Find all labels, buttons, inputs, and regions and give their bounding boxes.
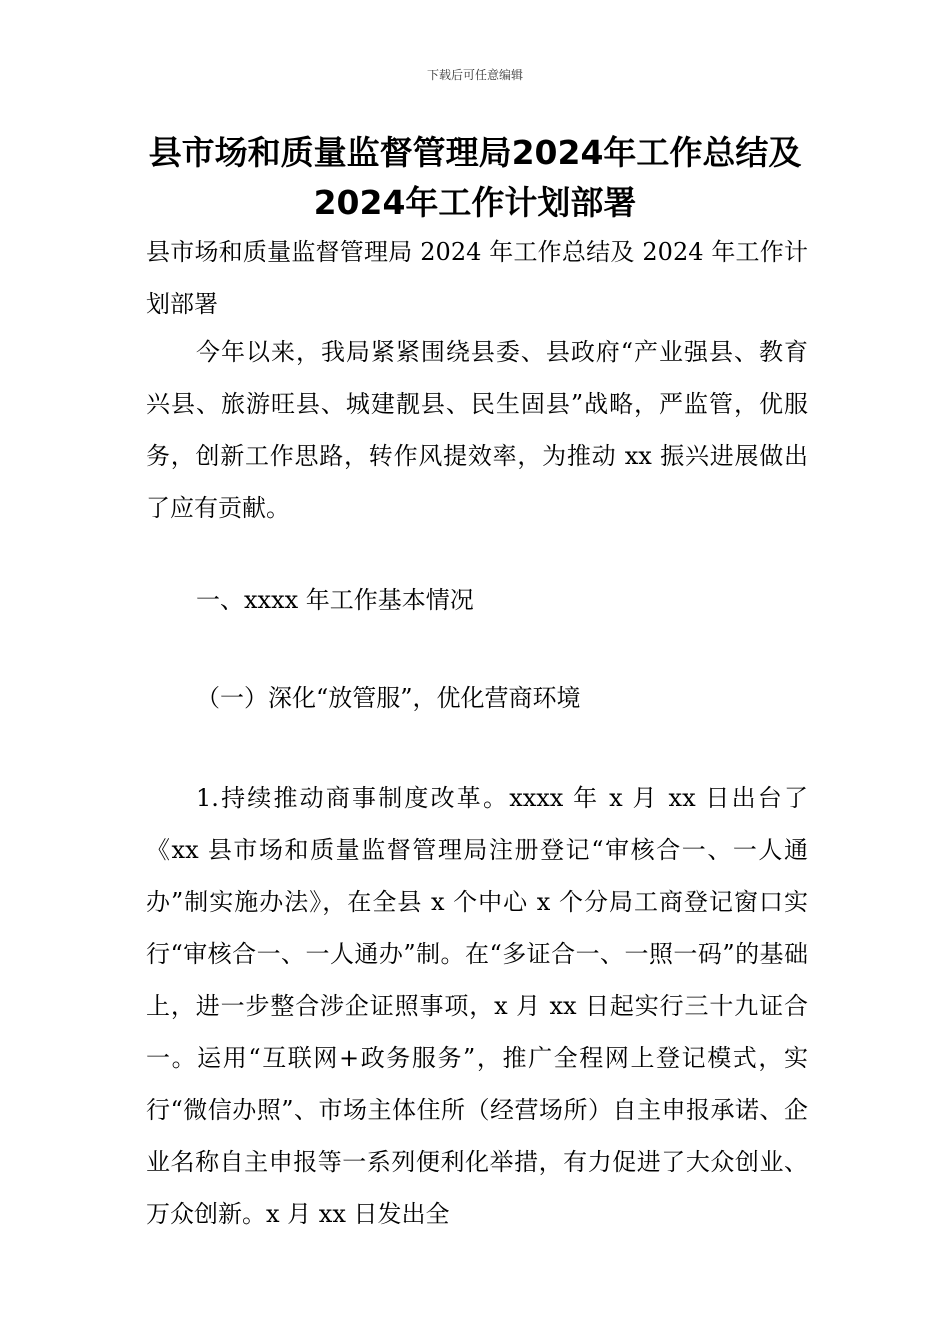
section-1-1-heading: （一）深化“放管服”，优化营商环境: [196, 684, 581, 712]
document-subtitle: 县市场和质量监督管理局 2024 年工作总结及 2024 年工作计划部署: [146, 238, 808, 318]
document-title: 县市场和质量监督管理局2024年工作总结及2024年工作计划部署: [148, 133, 802, 222]
intro-paragraph: 今年以来，我局紧紧围绕县委、县政府“产业强县、教育兴县、旅游旺县、城建靓县、民生固县”战略，严监管，优服务，创新工作思路，转作风提效率，为推动 xx 振兴进展做出了应有贡献。: [146, 338, 808, 522]
page-header-note: 下载后可任意编辑: [426, 68, 523, 82]
item-1-paragraph: 1.持续推动商事制度改革。xxxx 年 x 月 xx 日出台了《xx 县市场和质量监督管理局注册登记“审核合一、一人通办”制实施办法》，在全县 x 个中心 x 个分局工商登记窗口实行“审核合一、一人通办”制。在“多证合一、一照一码”的基础上，进一步整合涉企证照事项，x 月 xx 日起实行三十九证合一。运用“互联网+政务服务”，推广全程网上登记模式，实行“微信办照”、市场主体住所（经营场所）自主申报承诺、企业名称自主申报等一系列便利化举措，有力促进了大众创业、万众创新。x 月 xx 日发出全: [146, 784, 808, 1228]
section-1-heading: 一、xxxx 年工作基本情况: [196, 586, 474, 614]
